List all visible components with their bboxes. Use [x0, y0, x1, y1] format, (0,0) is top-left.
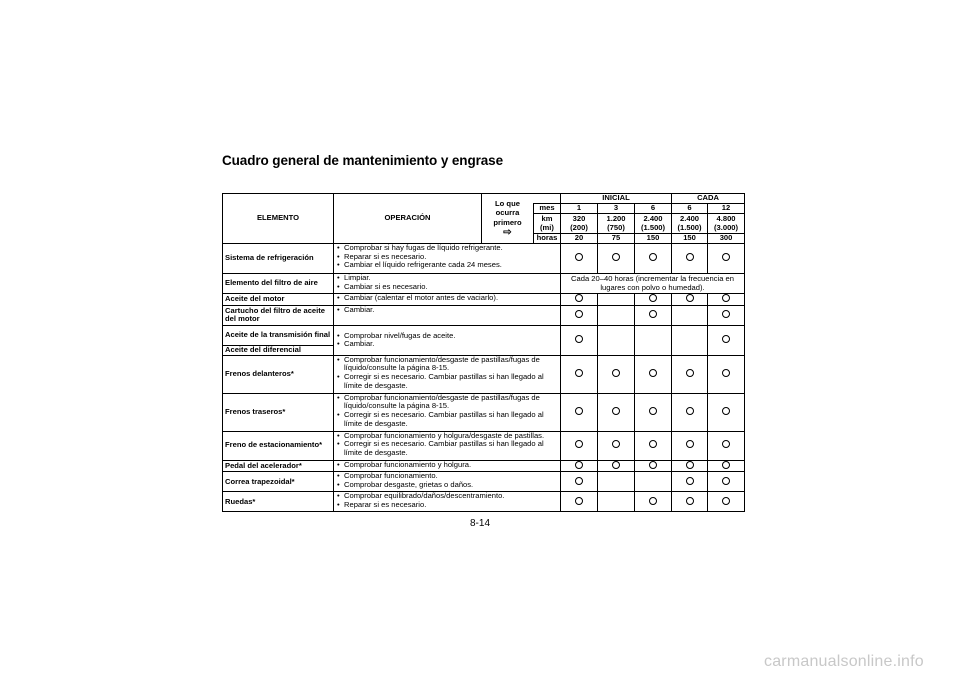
operation-item: • Reparar si es necesario.	[336, 253, 558, 262]
circle-mark-icon	[686, 407, 694, 415]
schedule-cell	[635, 492, 672, 512]
circle-mark-icon	[722, 407, 730, 415]
circle-mark-icon	[575, 294, 583, 302]
circle-mark-icon	[722, 497, 730, 505]
operation-item: • Comprobar funcionamiento y holgura.	[336, 461, 558, 470]
circle-mark-icon	[722, 461, 730, 469]
element-name: Elemento del filtro de aire	[223, 274, 334, 294]
operation-item: • Cambiar.	[336, 306, 558, 315]
table-row	[223, 294, 745, 306]
circle-mark-icon	[612, 407, 620, 415]
schedule-cell	[708, 244, 745, 274]
circle-mark-icon	[612, 253, 620, 261]
circle-mark-icon	[649, 497, 657, 505]
operation-item: • Comprobar funcionamiento/desgaste de pastillas/fugas de líquido/consulte la página 8-15.	[336, 394, 558, 411]
circle-mark-icon	[575, 335, 583, 343]
circle-mark-icon	[649, 294, 657, 302]
operation-cell	[334, 305, 561, 325]
circle-mark-icon	[649, 253, 657, 261]
schedule-cell	[708, 305, 745, 325]
schedule-cell	[672, 393, 708, 431]
schedule-cell	[598, 355, 635, 393]
operation-item: • Corregir si es necesario. Cambiar pastillas si han llegado al límite de desgaste.	[336, 373, 558, 390]
schedule-cell	[672, 460, 708, 472]
schedule-cell	[708, 355, 745, 393]
schedule-cell	[561, 393, 598, 431]
interval-note: Cada 20–40 horas (incrementar la frecuencia en lugares con polvo o humedad).	[561, 274, 745, 294]
table-row	[223, 355, 745, 393]
circle-mark-icon	[575, 310, 583, 318]
unit-mes: mes	[534, 204, 561, 214]
circle-mark-icon	[612, 461, 620, 469]
operation-cell	[334, 274, 561, 294]
operation-item: • Comprobar desgaste, grietas o daños.	[336, 481, 558, 490]
schedule-cell	[635, 355, 672, 393]
operation-item: • Comprobar equilibrado/daños/descentramiento.	[336, 492, 558, 501]
interval-km: 2.400 (1.500)	[635, 214, 672, 234]
operation-cell	[334, 325, 561, 355]
schedule-cell	[635, 244, 672, 274]
circle-mark-icon	[722, 369, 730, 377]
operation-cell	[334, 393, 561, 431]
whichever-first-label	[482, 194, 534, 244]
schedule-cell	[708, 294, 745, 306]
circle-mark-icon	[575, 369, 583, 377]
interval-km: 320 (200)	[561, 214, 598, 234]
element-name: Aceite del diferencial	[223, 345, 334, 355]
element-name: Freno de estacionamiento*	[223, 431, 334, 460]
schedule-cell	[598, 472, 635, 492]
interval-horas: 300	[708, 234, 745, 244]
circle-mark-icon	[649, 461, 657, 469]
unit-horas: horas	[534, 234, 561, 244]
schedule-cell	[672, 472, 708, 492]
operation-item: • Cambiar.	[336, 340, 558, 349]
interval-mes: 1	[561, 204, 598, 214]
schedule-cell	[598, 492, 635, 512]
operation-item: • Corregir si es necesario. Cambiar pastillas si han llegado al límite de desgaste.	[336, 440, 558, 457]
schedule-cell	[672, 492, 708, 512]
schedule-cell	[561, 472, 598, 492]
col-header-inicial: INICIAL	[561, 194, 672, 204]
operation-cell	[334, 492, 561, 512]
table-row	[223, 305, 745, 325]
arrow-right-icon: ⇨	[503, 226, 512, 238]
table-row	[223, 460, 745, 472]
schedule-cell	[598, 244, 635, 274]
schedule-cell	[708, 393, 745, 431]
schedule-cell	[598, 294, 635, 306]
operation-cell	[334, 244, 561, 274]
interval-horas: 150	[635, 234, 672, 244]
interval-horas: 75	[598, 234, 635, 244]
table-row	[223, 492, 745, 512]
circle-mark-icon	[686, 294, 694, 302]
operation-item: • Cambiar el líquido refrigerante cada 24 meses.	[336, 261, 558, 270]
operation-item: • Reparar si es necesario.	[336, 501, 558, 510]
whichever-first-text-1: Lo que ocurra	[495, 199, 520, 218]
schedule-cell	[708, 472, 745, 492]
interval-km: 2.400 (1.500)	[672, 214, 708, 234]
table-row	[223, 244, 745, 274]
operation-item: • Comprobar si hay fugas de líquido refrigerante.	[336, 244, 558, 253]
operation-item: • Limpiar.	[336, 274, 558, 283]
watermark: carmanualsonline.info	[764, 653, 924, 670]
circle-mark-icon	[686, 440, 694, 448]
element-name: Frenos traseros*	[223, 393, 334, 431]
unit-km: km (mi)	[534, 214, 561, 234]
circle-mark-icon	[612, 369, 620, 377]
operation-cell	[334, 431, 561, 460]
schedule-cell	[672, 244, 708, 274]
interval-mes: 3	[598, 204, 635, 214]
circle-mark-icon	[575, 497, 583, 505]
schedule-cell	[635, 325, 672, 355]
schedule-cell	[708, 492, 745, 512]
element-name: Sistema de refrigeración	[223, 244, 334, 274]
schedule-cell	[635, 393, 672, 431]
schedule-cell	[598, 305, 635, 325]
circle-mark-icon	[722, 335, 730, 343]
table-row	[223, 393, 745, 431]
circle-mark-icon	[686, 369, 694, 377]
schedule-cell	[561, 460, 598, 472]
operation-item: • Corregir si es necesario. Cambiar pastillas si han llegado al límite de desgaste.	[336, 411, 558, 428]
operation-item: • Comprobar funcionamiento/desgaste de pastillas/fugas de líquido/consulte la página 8-15.	[336, 356, 558, 373]
circle-mark-icon	[686, 253, 694, 261]
circle-mark-icon	[575, 407, 583, 415]
schedule-cell	[561, 305, 598, 325]
interval-horas: 150	[672, 234, 708, 244]
interval-km: 4.800 (3.000)	[708, 214, 745, 234]
circle-mark-icon	[686, 497, 694, 505]
operation-item: • Cambiar (calentar el motor antes de vaciarlo).	[336, 294, 558, 303]
operation-cell	[334, 460, 561, 472]
schedule-cell	[708, 431, 745, 460]
schedule-cell	[598, 393, 635, 431]
schedule-cell	[561, 492, 598, 512]
element-name: Ruedas*	[223, 492, 334, 512]
element-name: Pedal del acelerador*	[223, 460, 334, 472]
element-name: Correa trapezoidal*	[223, 472, 334, 492]
schedule-cell	[672, 355, 708, 393]
table-row	[223, 325, 745, 345]
circle-mark-icon	[575, 477, 583, 485]
circle-mark-icon	[649, 407, 657, 415]
operation-item: • Cambiar si es necesario.	[336, 283, 558, 292]
operation-item: • Comprobar funcionamiento.	[336, 472, 558, 481]
schedule-cell	[635, 431, 672, 460]
schedule-cell	[708, 325, 745, 355]
circle-mark-icon	[649, 310, 657, 318]
schedule-cell	[561, 294, 598, 306]
page-title: Cuadro general de mantenimiento y engrase	[222, 153, 503, 168]
circle-mark-icon	[686, 461, 694, 469]
circle-mark-icon	[575, 253, 583, 261]
table-row	[223, 431, 745, 460]
schedule-cell	[561, 431, 598, 460]
circle-mark-icon	[722, 440, 730, 448]
maintenance-table	[222, 193, 745, 512]
interval-km: 1.200 (750)	[598, 214, 635, 234]
operation-item: • Comprobar nivel/fugas de aceite.	[336, 332, 558, 341]
circle-mark-icon	[649, 369, 657, 377]
schedule-cell	[561, 355, 598, 393]
schedule-cell	[598, 460, 635, 472]
col-header-cada: CADA	[672, 194, 745, 204]
element-name: Frenos delanteros*	[223, 355, 334, 393]
whichever-first-text-2: primero	[493, 217, 522, 227]
circle-mark-icon	[722, 294, 730, 302]
schedule-cell	[635, 460, 672, 472]
col-header-elemento: ELEMENTO	[223, 194, 334, 244]
element-name: Aceite de la transmisión final	[223, 325, 334, 345]
schedule-cell	[561, 244, 598, 274]
circle-mark-icon	[686, 477, 694, 485]
schedule-cell	[672, 431, 708, 460]
page-number: 8-14	[470, 518, 491, 529]
operation-cell	[334, 355, 561, 393]
operation-item: • Comprobar funcionamiento y holgura/desgaste de pastillas.	[336, 432, 558, 441]
circle-mark-icon	[575, 440, 583, 448]
interval-mes: 6	[672, 204, 708, 214]
element-name: Aceite del motor	[223, 294, 334, 306]
operation-cell	[334, 472, 561, 492]
schedule-cell	[561, 325, 598, 355]
schedule-cell	[672, 294, 708, 306]
interval-mes: 12	[708, 204, 745, 214]
schedule-cell	[708, 460, 745, 472]
circle-mark-icon	[722, 310, 730, 318]
circle-mark-icon	[649, 440, 657, 448]
schedule-cell	[635, 294, 672, 306]
schedule-cell	[672, 325, 708, 355]
col-header-operacion: OPERACIÓN	[334, 194, 482, 244]
schedule-cell	[635, 305, 672, 325]
schedule-cell	[598, 431, 635, 460]
schedule-cell	[672, 305, 708, 325]
table-row	[223, 274, 745, 294]
element-name: Cartucho del filtro de aceite del motor	[223, 305, 334, 325]
table-row	[223, 472, 745, 492]
circle-mark-icon	[722, 253, 730, 261]
operation-cell	[334, 294, 561, 306]
circle-mark-icon	[575, 461, 583, 469]
circle-mark-icon	[612, 440, 620, 448]
interval-horas: 20	[561, 234, 598, 244]
schedule-cell	[635, 472, 672, 492]
interval-mes: 6	[635, 204, 672, 214]
circle-mark-icon	[722, 477, 730, 485]
schedule-cell	[598, 325, 635, 355]
